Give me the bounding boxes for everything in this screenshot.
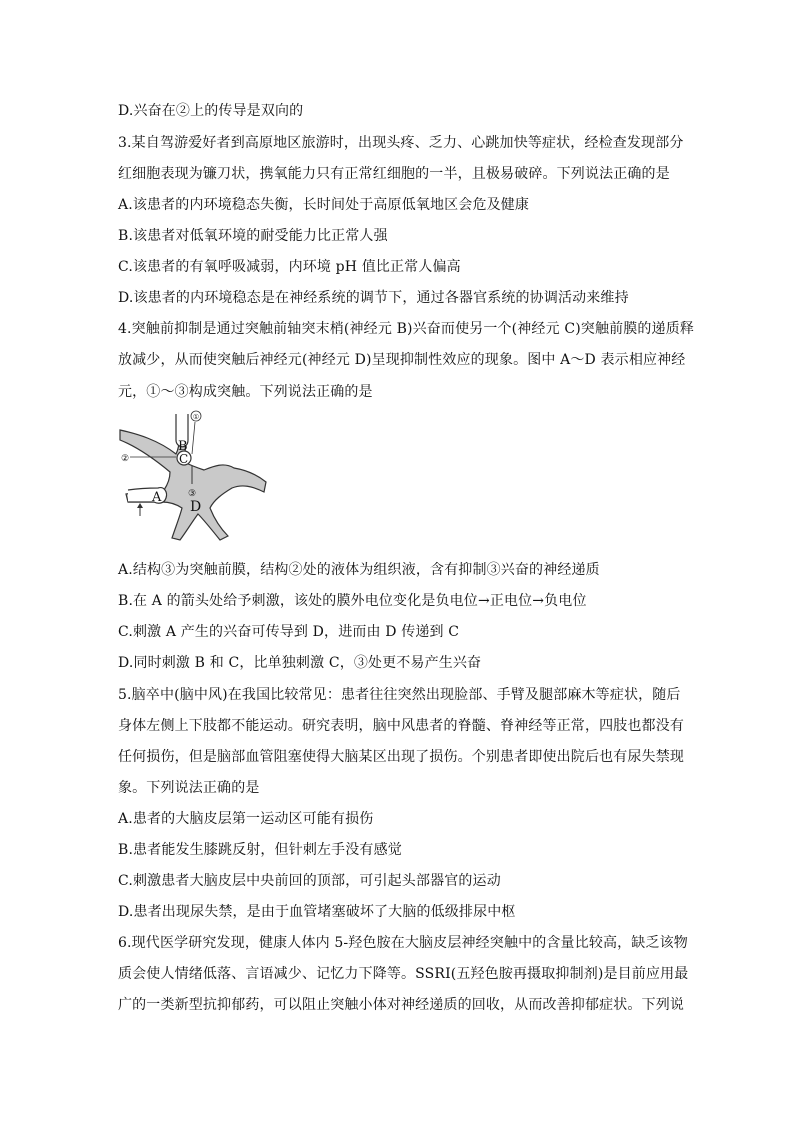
label-d: D (190, 499, 202, 515)
question-5-stem-line-1: 5.脑卒中(脑中风)在我国比较常见：患者往往突然出现脸部、手臂及腿部麻木等症状，随后 (118, 687, 681, 703)
synapse-diagram-svg (118, 410, 278, 546)
question-5-stem-line-2: 身体左侧上下肢都不能运动。研究表明，脑中风患者的脊髓、脊神经等正常，四肢也都没有 (118, 718, 684, 734)
question-3-option-a: A.该患者的内环境稳态失衡，长时间处于高原低氧地区会危及健康 (118, 197, 530, 213)
question-3-stem-line-2: 红细胞表现为镰刀状，携氧能力只有正常红细胞的一半，且极易破碎。下列说法正确的是 (118, 166, 670, 182)
question-3-stem-line-1: 3.某自驾游爱好者到高原地区旅游时，出现头疼、乏力、心跳加快等症状，经检查发现部分 (118, 135, 684, 151)
question-3-option-b: B.该患者对低氧环境的耐受能力比正常人强 (118, 228, 388, 244)
mark-3-label: ③ (187, 489, 197, 499)
question-3-option-c: C.该患者的有氧呼吸减弱，内环境 pH 值比正常人偏高 (118, 259, 461, 275)
mark-1-label: ① (192, 413, 200, 421)
label-b: B (178, 439, 188, 454)
question-4-stem-line-1: 4.突触前抑制是通过突触前轴突末梢(神经元 B)兴奋而使另一个(神经元 C)突触前膜的递质释 (118, 321, 695, 337)
label-a: A (152, 490, 162, 505)
question-5-option-d: D.患者出现尿失禁，是由于血管堵塞破坏了大脑的低级排尿中枢 (118, 904, 516, 920)
stimulus-arrow-head (137, 503, 143, 508)
question-5-option-a: A.患者的大脑皮层第一运动区可能有损伤 (118, 811, 374, 827)
question-4-option-d: D.同时刺激 B 和 C，比单独刺激 C，③处更不易产生兴奋 (118, 655, 482, 671)
mark-2-label: ② (121, 454, 130, 464)
synapse-diagram (118, 410, 278, 546)
label-c: C (179, 452, 189, 466)
question-6-stem-line-3: 广的一类新型抗抑郁药，可以阻止突触小体对神经递质的回收，从而改善抑郁症状。下列说 (118, 997, 684, 1013)
question-5-option-b: B.患者能发生膝跳反射，但针刺左手没有感觉 (118, 842, 402, 858)
question-3-option-d: D.该患者的内环境稳态是在神经系统的调节下，通过各器官系统的协调活动来维持 (118, 290, 629, 306)
option-2d: D.兴奋在②上的传导是双向的 (118, 103, 304, 119)
question-4-option-c: C.刺激 A 产生的兴奋可传导到 D，进而由 D 传递到 C (118, 624, 460, 640)
question-4-option-a: A.结构③为突触前膜，结构②处的液体为组织液，含有抑制③兴奋的神经递质 (118, 562, 600, 578)
mark-1-leader (192, 422, 195, 454)
question-6-stem-line-1: 6.现代医学研究发现，健康人体内 5-羟色胺在大脑皮层神经突触中的含量比较高，缺乏该物 (118, 935, 688, 951)
question-6-stem-line-2: 质会使人情绪低落、言语减少、记忆力下降等。SSRI(五羟色胺再摄取抑制剂)是目前应用最 (118, 966, 689, 982)
question-5-stem-line-4: 象。下列说法正确的是 (118, 780, 260, 796)
question-5-option-c: C.刺激患者大脑皮层中央前回的顶部，可引起头部器官的运动 (118, 873, 501, 889)
question-4-stem-line-3: 元，①～③构成突触。下列说法正确的是 (118, 384, 373, 400)
question-4-option-b: B.在 A 的箭头处给予刺激，该处的膜外电位变化是负电位→正电位→负电位 (118, 593, 587, 609)
question-5-stem-line-3: 任何损伤，但是脑部血管阻塞使得大脑某区出现了损伤。个别患者即使出院后也有尿失禁现 (118, 749, 684, 765)
question-4-stem-line-2: 放减少，从而使突触后神经元(神经元 D)呈现抑制性效应的现象。图中 A～D 表示相应神经 (118, 352, 686, 368)
